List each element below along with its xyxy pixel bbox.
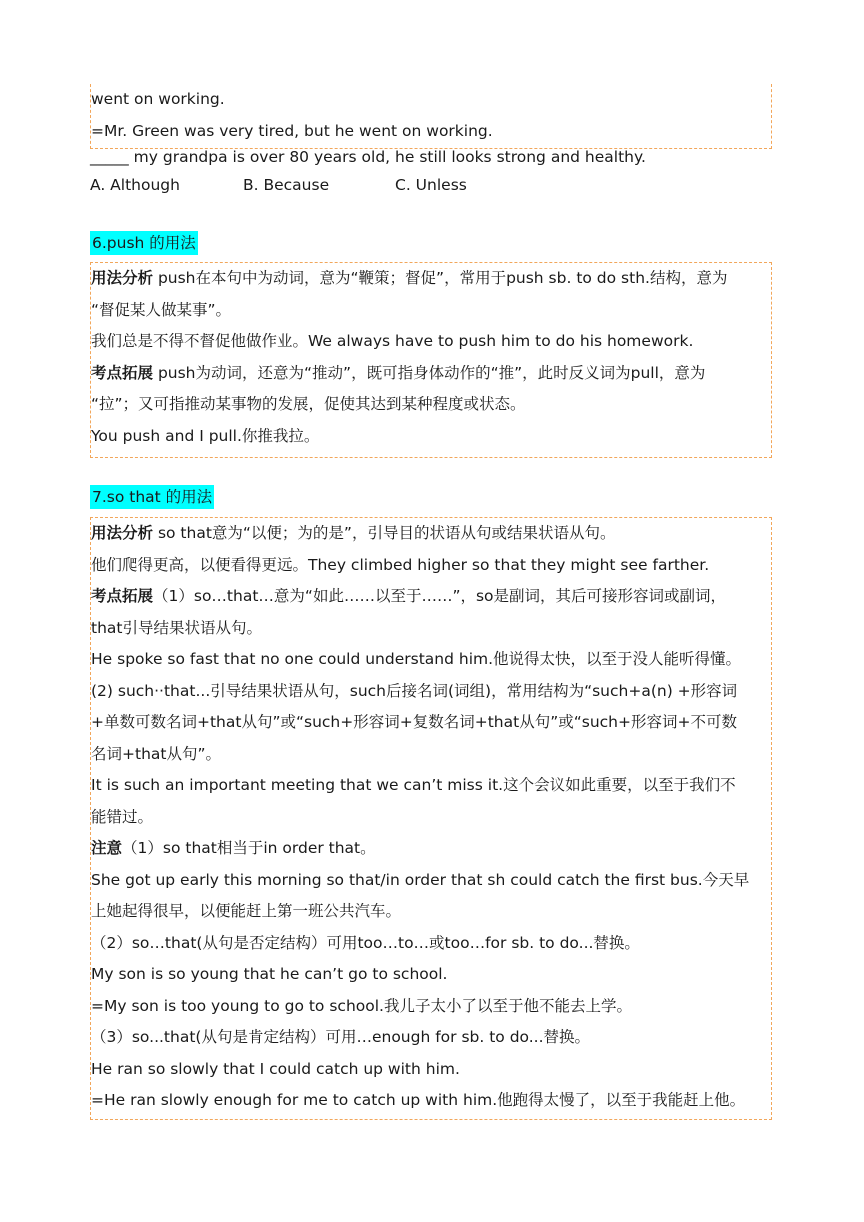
- section6-lines: [91, 263, 771, 452]
- line-text: push在本句中为动词，意为“鞭策；督促”，常用于push sb. to do sth.结构，意为: [153, 269, 728, 287]
- line-text: It is such an important meeting that we can’t miss it.这个会议如此重要，以至于我们不: [91, 776, 736, 794]
- line-text: that引导结果状语从句。: [91, 618, 262, 637]
- line-text: (2) such··that...引导结果状语从句，such后接名词(词组)，常用结构为“such+a(n) +形容词: [91, 681, 738, 700]
- bold-label: 用法分析: [91, 524, 154, 542]
- text-line: [91, 421, 771, 453]
- line-text: She got up early this morning so that/in order that sh could catch the first bus.今天早: [91, 870, 750, 889]
- bold-label: 考点拓展: [91, 587, 154, 605]
- line-text: （1）so that相当于in order that。: [122, 839, 376, 857]
- line-text: “督促某人做某事”。: [91, 300, 232, 319]
- bold-label: 注意: [91, 839, 123, 857]
- text-line: [91, 896, 771, 928]
- line-text: =He ran slowly enough for me to catch up with him.他跑得太慢了，以至于我能赶上他。: [91, 1091, 746, 1109]
- text-line: [91, 295, 771, 327]
- text-line: [91, 959, 771, 991]
- line-text: so that意为“以便；为的是”，引导目的状语从句或结果状语从句。: [153, 524, 616, 542]
- line-text: He spoke so fast that no one could understand him.他说得太快，以至于没人能听得懂。: [91, 650, 742, 668]
- line-text: “拉”；又可指推动某事物的发展，促使其达到某种程度或状态。: [91, 395, 526, 413]
- line-text: （3）so...that(从句是肯定结构）可用…enough for sb. to do...替换。: [91, 1028, 591, 1046]
- text-line: [91, 389, 771, 421]
- text-line: [91, 581, 771, 613]
- text-line: [91, 928, 771, 960]
- section-heading-6: 6.push 的用法: [90, 231, 198, 255]
- example-box-section5: [90, 84, 772, 149]
- line-text: 我们总是不得不督促他做作业。We always have to push him to do his homework.: [91, 332, 694, 350]
- bold-label: 用法分析: [91, 269, 154, 287]
- box-line: went on working.: [91, 90, 225, 108]
- bold-label: 考点拓展: [91, 363, 154, 382]
- line-text: =My son is too young to go to school.我儿子太小了以至于他不能去上学。: [91, 996, 632, 1015]
- line-text: 能错过。: [91, 807, 154, 826]
- text-line: [91, 358, 771, 390]
- text-line: [91, 739, 771, 771]
- line-text: You push and I pull.你推我拉。: [91, 426, 320, 445]
- text-line: [91, 802, 771, 834]
- text-line: [91, 1022, 771, 1054]
- line-text: （1）so…that…意为“如此……以至于……”，so是副词，其后可接形容词或副词，: [153, 587, 727, 605]
- line-text: 上她起得很早，以便能赶上第一班公共汽车。: [91, 902, 402, 920]
- text-line: [91, 613, 771, 645]
- text-line: [91, 833, 771, 865]
- text-line: [91, 550, 771, 582]
- explanation-box-section6: [90, 262, 772, 458]
- line-text: My son is so young that he can’t go to school.: [91, 965, 448, 983]
- line-text: （2）so…that(从句是否定结构）可用too…to…或too…for sb. to do...替换。: [91, 933, 640, 952]
- text-line: [91, 707, 771, 739]
- box-line: =Mr. Green was very tired, but he went on working.: [91, 121, 493, 140]
- text-line: [91, 326, 771, 358]
- line-text: push为动词，还意为“推动”，既可指身体动作的“推”，此时反义词为pull，意为: [153, 363, 706, 382]
- text-line: [91, 1054, 771, 1086]
- section7-lines: [91, 518, 771, 1117]
- text-line: [91, 263, 771, 295]
- text-line: [91, 770, 771, 802]
- text-line: [91, 865, 771, 897]
- line-text: +单数可数名词+that从句”或“such+形容词+复数名词+that从句”或“such+形容词+不可数: [91, 713, 737, 731]
- option-b: B. Because: [243, 176, 330, 194]
- line-text: He ran so slowly that I could catch up with him.: [91, 1059, 460, 1078]
- text-line: [91, 1085, 771, 1117]
- exercise-question: _____ my grandpa is over 80 years old, he still looks strong and healthy.: [90, 148, 646, 166]
- text-line: [91, 676, 771, 708]
- text-line: [91, 518, 771, 550]
- explanation-box-section7: [90, 517, 772, 1120]
- option-c: C. Unless: [395, 176, 467, 194]
- line-text: 他们爬得更高，以便看得更远。They climbed higher so that they might see farther.: [91, 555, 710, 574]
- text-line: [91, 991, 771, 1023]
- option-a: A. Although: [90, 176, 180, 194]
- text-line: [91, 644, 771, 676]
- line-text: 名词+that从句”。: [91, 744, 221, 763]
- section-heading-7: 7.so that 的用法: [90, 485, 214, 509]
